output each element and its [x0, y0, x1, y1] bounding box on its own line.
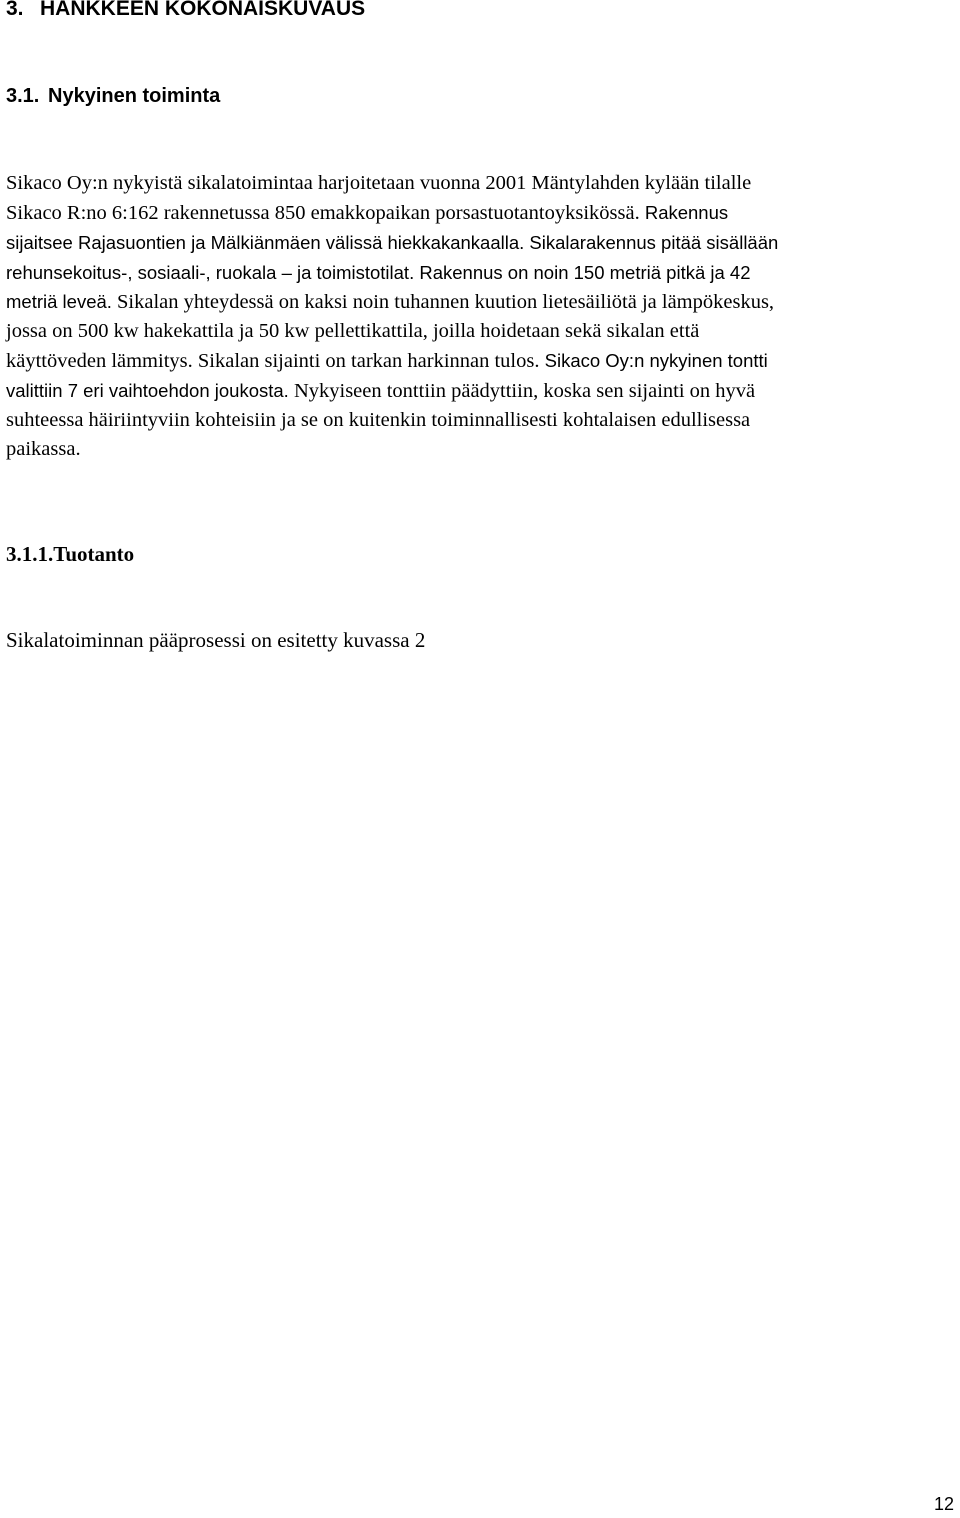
section-paragraph	[6, 169, 946, 464]
paragraph-fragment: sijaitsee Rajasuontien ja Mälkiänmäen välissä hiekkakankaalla.	[6, 232, 525, 253]
section-title: Nykyinen toiminta	[48, 85, 221, 107]
paragraph-line	[6, 287, 946, 317]
paragraph-fragment: valittiin 7 eri vaihtoehdon joukosta.	[6, 380, 289, 401]
paragraph-fragment: Nykyiseen tonttiin päädyttiin, koska sen sijainti on hyvä	[288, 380, 756, 402]
paragraph-fragment: Sikaco R:no 6:162 rakennetussa 850 emakkopaikan porsastuotantoyksikössä.	[6, 202, 645, 224]
chapter-number: 3.	[6, 0, 24, 20]
paragraph-fragment: Sikalan yhteydessä on kaksi noin tuhannen kuution lietesäiliötä ja lämpökeskus,	[111, 291, 775, 313]
paragraph-line: rehunsekoitus-, sosiaali-, ruokala – ja toimistotilat. Rakennus on noin 150 metriä pitkä ja 42	[6, 262, 751, 283]
paragraph-line: jossa on 500 kw hakekattila ja 50 kw pellettikattila, joilla hoidetaan sekä sikalan että	[6, 320, 700, 342]
paragraph-fragment: Rakennus	[644, 202, 729, 223]
section-number: 3.1.	[6, 85, 40, 107]
paragraph-line: suhteessa häiriintyviin kohteisiin ja se on kuitenkin toiminnallisesti kohtalaisen edullisessa	[6, 409, 751, 431]
paragraph-line	[6, 376, 946, 406]
paragraph-fragment: Sikalarakennus pitää sisällään	[524, 232, 779, 253]
paragraph-fragment: Sikaco Oy:n nykyinen tontti	[539, 350, 768, 371]
subsection-title: Tuotanto	[53, 542, 135, 566]
paragraph-fragment: Sikalan sijainti on tarkan harkinnan tulos.	[192, 350, 540, 372]
paragraph-fragment: metriä leveä.	[6, 291, 112, 312]
chapter-title: HANKKEEN KOKONAISKUVAUS	[40, 0, 366, 20]
paragraph-line	[6, 198, 946, 228]
paragraph-fragment: käyttöveden lämmitys.	[6, 350, 193, 372]
chapter-heading	[6, 0, 365, 26]
subsection-paragraph: Sikalatoiminnan pääprosessi on esitetty kuvassa 2	[6, 628, 426, 652]
page-number: 12	[934, 1494, 955, 1514]
subsection-heading	[6, 538, 134, 570]
section-heading	[6, 80, 220, 112]
paragraph-line: paikassa.	[6, 438, 81, 460]
subsection-number: 3.1.1.	[6, 542, 54, 566]
paragraph-line: Sikaco Oy:n nykyistä sikalatoimintaa harjoitetaan vuonna 2001 Mäntylahden kylään tilalle	[6, 172, 752, 194]
paragraph-line	[6, 228, 946, 258]
paragraph-line	[6, 346, 946, 376]
